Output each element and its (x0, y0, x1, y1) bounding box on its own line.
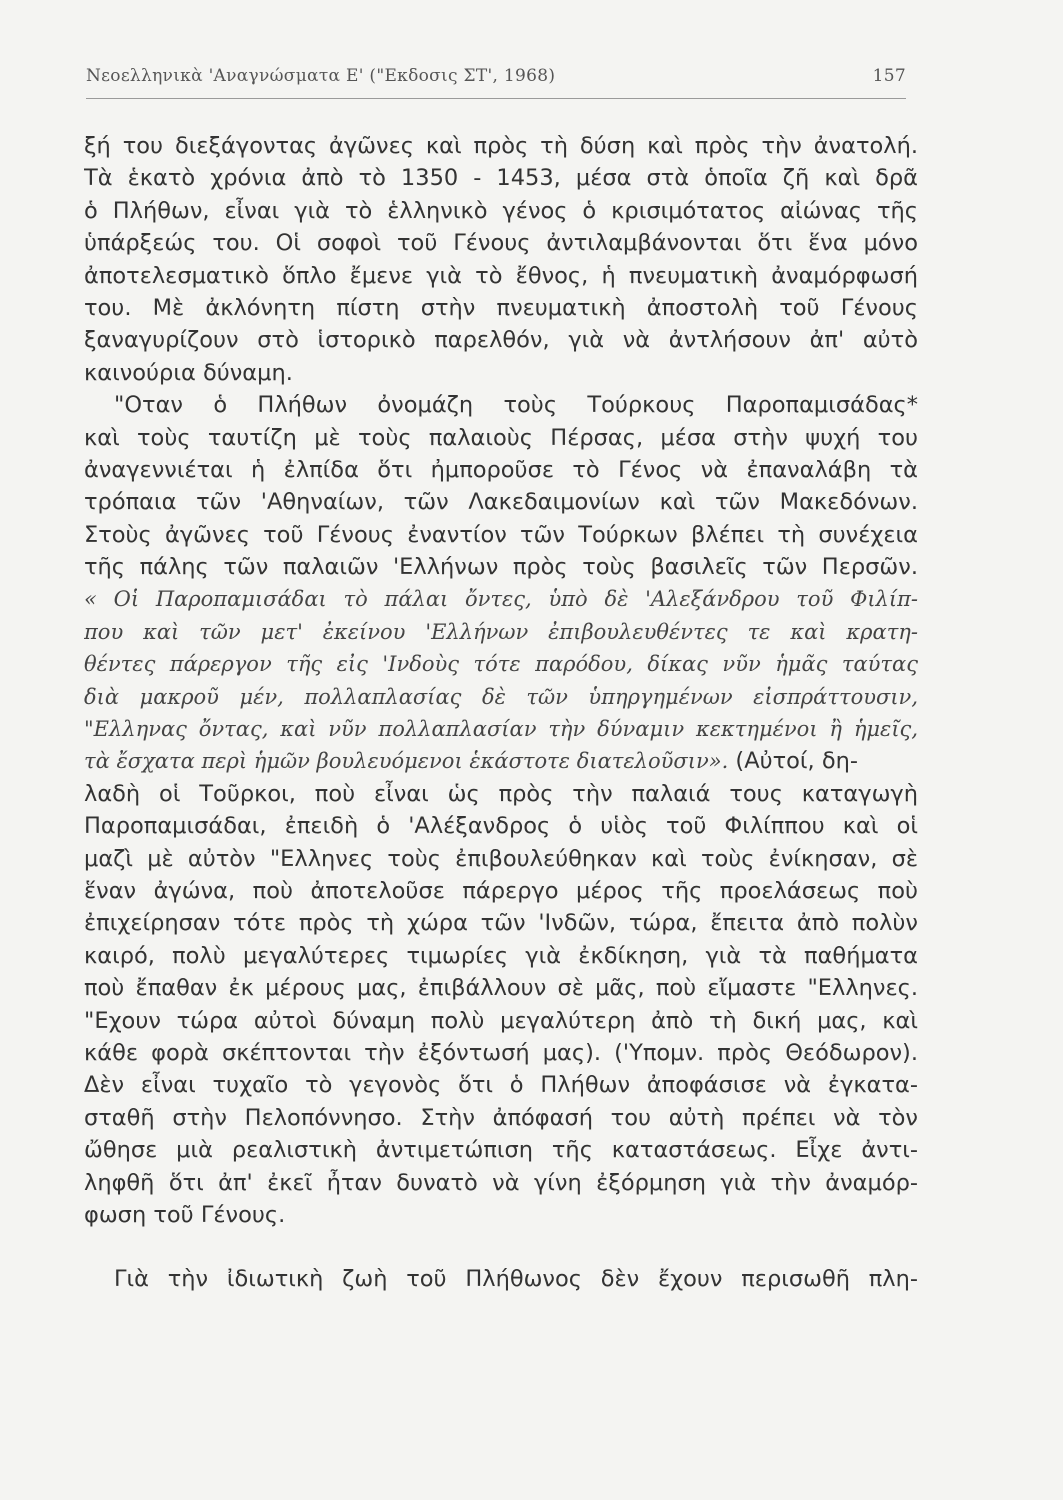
text-line: Στοὺς ἀγῶνες τοῦ Γένους ἐναντίον τῶν Τούρκων βλέπει τὴ συνέχεια (84, 521, 918, 548)
quote-line: "Ελληνας ὄντας, καὶ νῦν πολλαπλασίαν τὴν δύναμιν κεκτημένοι ἢ ἡμεῖς, (84, 717, 918, 742)
text-line: ποὺ ἔπαθαν ἐκ μέρους μας, ἐπιβάλλουν σὲ μᾶς, ποὺ εἴμαστε "Ελληνες. (84, 975, 918, 1002)
running-title: Νεοελληνικὰ 'Αναγνώσματα Ε' ("Εκδοσις ΣΤ', 1968) (86, 66, 556, 86)
text-line: "Εχουν τώρα αὐτοὶ δύναμη πολὺ μεγαλύτερη ἀπὸ τὴ δική μας, καὶ (84, 1007, 918, 1034)
text-line: ἀναγεννιέται ἡ ἐλπίδα ὅτι ἠμποροῦσε τὸ Γένος νὰ ἐπαναλάβη τὰ (84, 456, 918, 483)
quote-line: « Οἱ Παροπαμισάδαι τὸ πάλαι ὄντες, ὑπὸ δὲ 'Αλεξάνδρου τοῦ Φιλίπ- (84, 587, 918, 612)
text-line: ἀποτελεσματικὸ ὅπλο ἔμενε γιὰ τὸ ἔθνος, ἡ πνευματικὴ ἀναμόρφωσή (84, 262, 918, 289)
paragraph-gap (84, 1231, 918, 1263)
text-line: ξαναγυρίζουν στὸ ἱστορικὸ παρελθόν, γιὰ νὰ ἀντλήσουν ἀπ' αὐτὸ (84, 327, 918, 354)
page-number: 157 (872, 66, 906, 86)
text-line: ὑπάρξεώς του. Οἱ σοφοὶ τοῦ Γένους ἀντιλαμβάνονται ὅτι ἕνα μόνο (84, 230, 918, 257)
text-line: "Οταν ὁ Πλήθων ὀνομάζη τοὺς Τούρκους Παροπαμισάδας* (114, 392, 918, 419)
quote-line: διὰ μακροῦ μέν, πολλαπλασίας δὲ τῶν ὑπηργημένων εἰσπράττουσιν, (84, 684, 918, 709)
quote-line: που καὶ τῶν μετ' ἐκείνου 'Ελλήνων ἐπιβουλευθέντες τε καὶ κρατη- (84, 619, 918, 644)
text-line: τῆς πάλης τῶν παλαιῶν 'Ελλήνων πρὸς τοὺς βασιλεῖς τῶν Περσῶν. (84, 554, 918, 581)
mixed-line (84, 745, 918, 777)
text-line: Τὰ ἑκατὸ χρόνια ἀπὸ τὸ 1350 - 1453, μέσα στὰ ὁποῖα ζῆ καὶ δρᾶ (84, 165, 918, 192)
text-line: φωση τοῦ Γένους. (84, 1201, 286, 1228)
text-line: σταθῆ στὴν Πελοπόννησο. Στὴν ἀπόφασή του αὐτὴ πρέπει νὰ τὸν (84, 1104, 918, 1131)
text-line: ἕναν ἀγώνα, ποὺ ἀποτελοῦσε πάρεργο μέρος τῆς προελάσεως ποὺ (84, 877, 918, 904)
header-rule (86, 98, 906, 99)
text-line: Γιὰ τὴν ἰδιωτικὴ ζωὴ τοῦ Πλήθωνος δὲν ἔχουν περισωθῆ πλη- (114, 1266, 918, 1293)
text-line: λαδὴ οἱ Τοῦρκοι, ποὺ εἶναι ὡς πρὸς τὴν παλαιά τους καταγωγὴ (84, 780, 918, 807)
text-line: μαζὶ μὲ αὐτὸν "Ελληνες τοὺς ἐπιβουλεύθηκαν καὶ τοὺς ἐνίκησαν, σὲ (84, 845, 918, 872)
running-header (86, 66, 906, 96)
text-line: καινούρια δύναμη. (84, 359, 293, 386)
text-line: ὁ Πλήθων, εἶναι γιὰ τὸ ἑλληνικὸ γένος ὁ κρισιμότατος αἰώνας τῆς (84, 197, 918, 224)
text-line: Δὲν εἶναι τυχαῖο τὸ γεγονὸς ὅτι ὁ Πλήθων ἀποφάσισε νὰ ἐγκατα- (84, 1072, 918, 1099)
text-line: τρόπαια τῶν 'Αθηναίων, τῶν Λακεδαιμονίων καὶ τῶν Μακεδόνων. (84, 489, 918, 516)
body-text (84, 130, 918, 1296)
text-fragment: (Αὐτοί, δη- (728, 748, 858, 775)
text-line: ἐπιχείρησαν τότε πρὸς τὴ χώρα τῶν 'Ινδῶν, τώρα, ἔπειτα ἀπὸ πολὺν (84, 910, 918, 937)
text-line: ξή του διεξάγοντας ἀγῶνες καὶ πρὸς τὴ δύση καὶ πρὸς τὴν ἀνατολή. (84, 133, 918, 159)
text-line: κάθε φορὰ σκέπτονται τὴν ἐξόντωσή μας). ('Υπομν. πρὸς Θεόδωρον). (84, 1039, 918, 1066)
quote-end: τὰ ἔσχατα περὶ ἡμῶν βουλευόμενοι ἑκάστοτε διατελοῦσιν». (84, 749, 729, 774)
quote-line: θέντες πάρεργον τῆς εἰς 'Ινδοὺς τότε παρόδου, δίκας νῦν ἡμᾶς ταύτας (84, 652, 918, 677)
text-line: Παροπαμισάδαι, ἐπειδὴ ὁ 'Αλέξανδρος ὁ υἱὸς τοῦ Φιλίππου καὶ οἱ (84, 813, 918, 840)
text-line: καιρό, πολὺ μεγαλύτερες τιμωρίες γιὰ ἐκδίκηση, γιὰ τὰ παθήματα (84, 942, 918, 969)
text-line: ληφθῆ ὅτι ἀπ' ἐκεῖ ἦταν δυνατὸ νὰ γίνη ἐξόρμηση γιὰ τὴν ἀναμόρ- (84, 1169, 918, 1196)
text-line: ὤθησε μιὰ ρεαλιστικὴ ἀντιμετώπιση τῆς καταστάσεως. Εἶχε ἀντι- (84, 1137, 918, 1164)
text-line: καὶ τοὺς ταυτίζη μὲ τοὺς παλαιοὺς Πέρσας, μέσα στὴν ψυχή του (84, 424, 918, 451)
text-line: του. Μὲ ἀκλόνητη πίστη στὴν πνευματικὴ ἀποστολὴ τοῦ Γένους (84, 294, 918, 321)
